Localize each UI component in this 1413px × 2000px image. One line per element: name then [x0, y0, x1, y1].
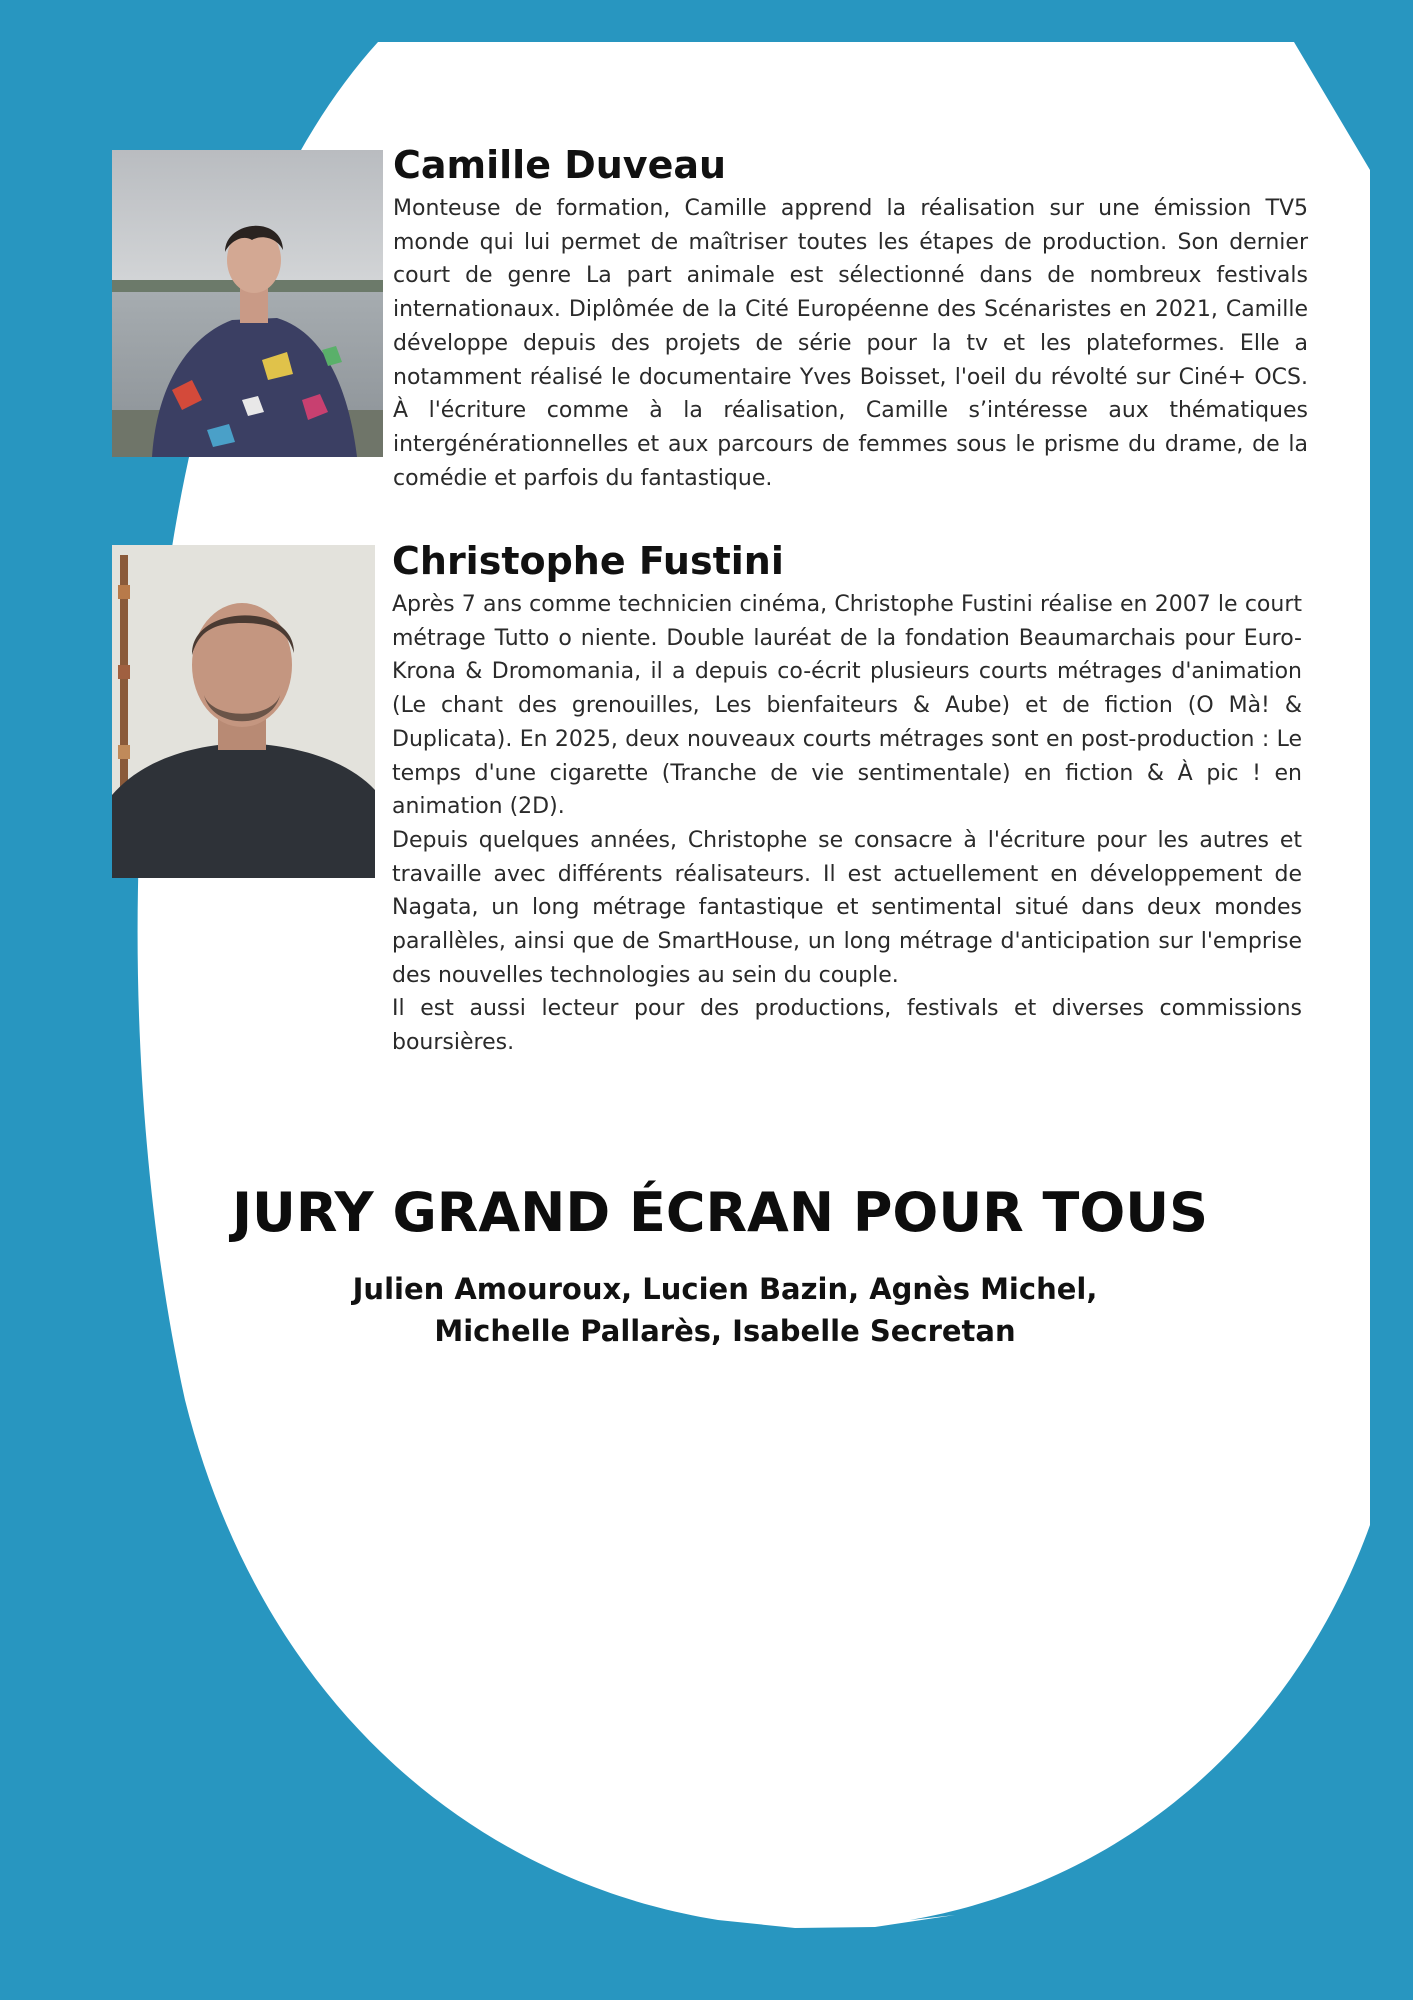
portrait-photo-icon	[112, 150, 383, 457]
christophe-fustini-photo	[112, 545, 375, 878]
bio-paragraph: Depuis quelques années, Christophe se consacre à l'écriture pour les autres et travaille avec différents réalisateurs. Il est actuellement en développement de Nagata, un long métrage fantastique et sentimental situé dans deux mondes parallèles, ainsi que de SmartHouse, un long métrage d'anticipation sur l'emprise des nouvelles technologies au sein du couple.	[392, 827, 1302, 988]
bio-paragraph: Après 7 ans comme technicien cinéma, Christophe Fustini réalise en 2007 le court métrage Tutto o niente. Double lauréat de la fondation Beaumarchais pour Euro-Krona & Dromomania, il a depuis co-écrit plusieurs courts métrages d'animation (Le chant des grenouilles, Les bienfaiteurs & Aube) et de fiction (O Mà! & Duplicata). En 2025, deux nouveaux courts métrages sont en post-production : Le temps d'une cigarette (Tranche de vie sentimentale) en fiction & À pic ! en animation (2D).	[392, 592, 1302, 820]
jury-members-line: Julien Amouroux, Lucien Bazin, Agnès Michel,	[352, 1272, 1098, 1306]
bio-camille-duveau	[393, 142, 1308, 495]
bio-paragraph: Monteuse de formation, Camille apprend la réalisation sur une émission TV5 monde qui lui permet de maîtriser toutes les étapes de production. Son dernier court de genre La part animale est sélectionné dans de nombreux festivals internationaux. Diplômée de la Cité Européenne des Scénaristes en 2021, Camille développe depuis des projets de série pour la tv et les plateformes. Elle a notamment réalisé le documentaire Yves Boisset, l'oeil du révolté sur Ciné+ OCS. À l'écriture comme à la réalisation, Camille s’intéresse aux thématiques intergénérationnelles et aux parcours de femmes sous le prisme du drame, de la comédie et parfois du fantastique.	[393, 196, 1308, 491]
bio-christophe-fustini	[392, 538, 1302, 1060]
camille-duveau-photo	[112, 150, 383, 457]
person-name: Christophe Fustini	[392, 539, 784, 583]
bio-text	[392, 588, 1302, 1060]
person-name: Camille Duveau	[393, 143, 727, 187]
portrait-photo-icon	[112, 545, 375, 878]
jury-members-list	[250, 1268, 1200, 1352]
bio-paragraph: Il est aussi lecteur pour des productions, festivals et diverses commissions boursières.	[392, 996, 1302, 1056]
jury-section-title: JURY GRAND ÉCRAN POUR TOUS	[231, 1181, 1209, 1244]
bio-text	[393, 192, 1308, 495]
jury-members-line: Michelle Pallarès, Isabelle Secretan	[434, 1314, 1016, 1348]
